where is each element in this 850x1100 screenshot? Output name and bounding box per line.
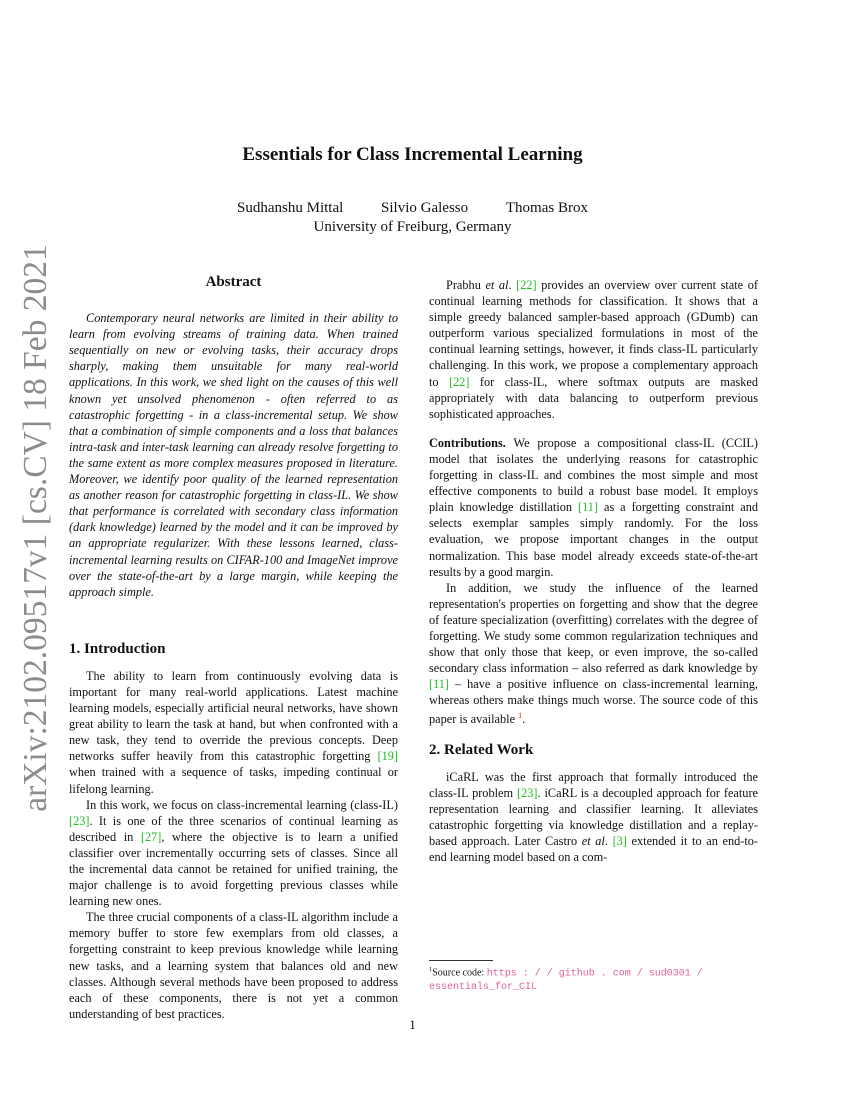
intro-paragraph-1: The ability to learn from continuously evolving data is important for many real-world applications. Latest machine learning models, especially artificial neural networks, have shown great ability to learn the task at hand, but when confronted with a new task, they tend to override the previous concepts. Deep networks suffer heavily from this catastrophic forgetting [19] when trained with a sequence of tasks, impeding continual or lifelong learning. [69, 668, 398, 796]
related-work-section [429, 742, 758, 866]
right-column [429, 277, 758, 865]
contributions-paragraph: Contributions. We propose a compositional class-IL (CCIL) model that isolates the underlying reasons for catastrophic forgetting in class-IL and combines the most simple and most effective components to build a robust base model. It employs plain knowledge distillation [11] as a forgetting constraint and selects exemplar samples simply randomly. For the loss evaluation, we propose important changes in the output normalization. This base model already exceeds state-of-the-art results by a good margin. [429, 435, 758, 579]
footnote-divider [429, 960, 493, 961]
citation-link[interactable]: [22] [449, 374, 470, 389]
section-heading-related-work: 2. Related Work [429, 741, 534, 758]
citation-link[interactable]: [11] [578, 500, 599, 515]
author-name: Silvio Galesso [381, 200, 469, 216]
footnote-label: 1 [429, 966, 433, 973]
contributions-label: Contributions. [429, 435, 506, 450]
citation-link[interactable]: [22] [516, 278, 537, 292]
section-heading-introduction: 1. Introduction [69, 640, 166, 657]
citation-link[interactable]: [11] [429, 677, 450, 692]
paper-title: Essentials for Class Incremental Learning [242, 144, 583, 165]
author-name: Sudhanshu Mittal [237, 200, 344, 216]
intro-paragraph-5: In addition, we study the influence of the learned representation's properties on forgetting and show that the degree of feature specialization (overfitting) correlates with the degree of forgetting. We study some common regularization techniques and show that only those that keep, or even improve, the so-called secondary class information – also referred as dark knowledge by [11] – have a positive influence on class-incremental learning, whereas others make things much worse. The source code of this paper is available $^1$. [429, 580, 758, 727]
footnote: $^1$Source code: https : / / github . com / sud0301 / essentials_for_CIL [429, 966, 703, 994]
arxiv-identifier-stamp [10, 243, 62, 812]
abstract-heading: Abstract [205, 274, 262, 290]
abstract-text: Contemporary neural networks are limited in their ability to learn from evolving streams of training data. When trained sequentially on new or evolving tasks, their accuracy drops sharply, making them unsuitable for many real-world applications. In this work, we shed light on the causes of this well known yet unsolved phenomenon - often referred to as catastrophic forgetting - in a class-incremental setup. We show that a combination of simple components and a loss that balances intra-task and inter-task learning can already resolve forgetting to the same extent as more complex measures proposed in literature. Moreover, we identify poor quality of the learned representation as another reason for catastrophic forgetting in class-IL. We show that performance is correlated with secondary class information (dark knowledge) learned by the model and it can be improved by an appropriate regularizer. With these lessons learned, class-incremental learning results on CIFAR-100 and ImageNet improve over the state-of-the-art by a large margin, while keeping the approach simple. [69, 311, 398, 599]
left-column [69, 274, 398, 1022]
source-code-link-continued[interactable]: essentials_for_CIL [429, 982, 538, 994]
arxiv-stamp-text: arXiv:2102.09517v1 [cs.CV] 18 Feb 2021 [17, 243, 54, 812]
related-work-paragraph-1: iCaRL was the first approach that formally introduced the class-IL problem [23]. iCaRL is a decoupled approach for feature representation learning and classifier learning. It alleviates catastrophic forgetting via knowledge distillation and a replay-based approach. Later Castro et al. [3] extended it to an end-to-end learning model based on a com- [429, 769, 759, 865]
citation-link[interactable]: [23] [69, 813, 90, 828]
citation-link[interactable]: [19] [377, 749, 398, 764]
footnote-marker[interactable]: 1 [518, 711, 523, 721]
source-code-link[interactable]: https : / / github . com / sud0301 / [486, 968, 703, 980]
affiliation: University of Freiburg, Germany [313, 219, 512, 235]
citation-link[interactable]: [3] [612, 834, 627, 849]
page-number: 1 [409, 1017, 416, 1032]
intro-paragraph-2: In this work, we focus on class-incremental learning (class-IL) [23]. It is one of the three scenarios of continual learning as described in [27], where the objective is to learn a unified classifier over incrementally occurring sets of classes. Since all the incremental data cannot be retained for unified training, the major challenge is to avoid forgetting previous classes while learning new ones. [69, 797, 398, 909]
citation-link[interactable]: [23] [516, 785, 538, 800]
citation-link[interactable]: [27] [140, 829, 162, 844]
introduction-section [69, 641, 398, 1022]
intro-paragraph-4: Prabhu et al. [22] provides an overview over current state of continual learning methods for classification. It shows that a simple greedy balanced sampler-based approach (GDumb) can outperform various specialized formulations in most of the continual learning settings, however, it finds class-IL particularly challenging. In this work, we propose a complementary approach to [22] for class-IL, where softmax outputs are masked appropriately with data balancing to outperform previous sophisticated approaches. [429, 278, 758, 421]
intro-paragraph-3: The three crucial components of a class-IL algorithm include a memory buffer to store few exemplars from old classes, a forgetting constraint to keep previous knowledge while learning new tasks, and a learning system that balances old and new classes. Although several methods have been proposed to address each of these components, there is not yet a common understanding of best practices. [69, 910, 398, 1021]
author-name: Thomas Brox [505, 200, 588, 216]
author-list [0, 200, 825, 217]
